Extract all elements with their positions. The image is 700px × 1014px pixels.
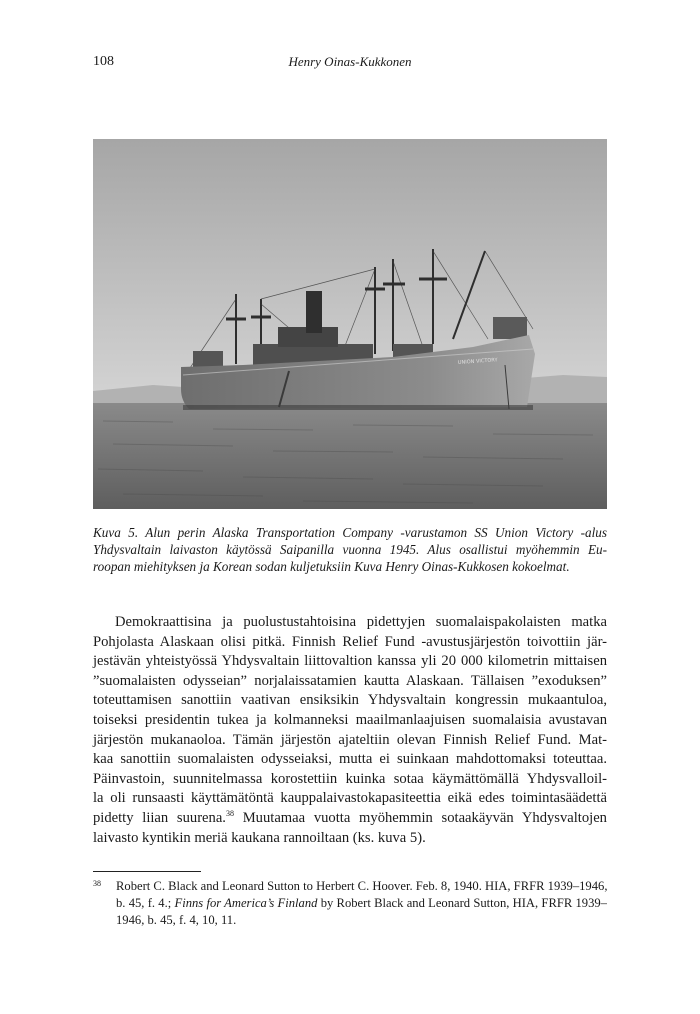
paragraph-line: Demokraattisina ja puolustustahtoisina pidettyjen suomalaispakolaisten matka [115, 614, 607, 630]
paragraph-line: ”suomalaisten odysseian” norjalaissatamien kautta Alaskaan. Tällaisen ”exoduksen” [93, 672, 607, 689]
paragraph-line: kaa sanottiin suomalaisten odysseiaksi, mutta ei suinkaan mahdottomaksi toteuttaa. [93, 751, 607, 768]
paragraph-line: la oli runsaasti käyttämätöntä kauppalaivastokapasiteettia eikä edes toimintasäädettä [93, 790, 607, 807]
footnote-text: by Robert Black and Leonard Sutton, HIA, FRFR 1939– [317, 896, 607, 910]
footnote [93, 878, 607, 929]
paragraph-text: pidetty liian suurena. [93, 809, 226, 826]
paragraph-line: Pohjolasta Alaskaan olisi pitkä. Finnish Relief Fund -avustusjärjestön toivottiin jär- [93, 633, 607, 650]
running-head-author: Henry Oinas-Kukkonen [288, 54, 412, 69]
paragraph-line: toiseksi presidentin tukea ja kolmanneksi maailmanlaajuisen suomalaisia avustavan [93, 711, 607, 728]
footnote-line [116, 895, 607, 912]
page-number: 108 [93, 54, 114, 69]
footnote-line: Robert C. Black and Leonard Sutton to Herbert C. Hoover. Feb. 8, 1940. HIA, FRFR 1939–1946, [116, 879, 608, 893]
paragraph-line: Päinvastoin, suunnitelmassa korostettiin kuinka sotaa käymättömällä Yhdysvalloil- [93, 770, 607, 787]
footnote-reference[interactable]: 38 [225, 808, 234, 818]
paragraph-text: Muutamaa vuotta myöhemmin sotaakäyvän Yhdysvaltojen [242, 809, 607, 826]
footnote-title: Finns for America’s Finland [174, 896, 318, 910]
ship-photograph [93, 139, 607, 509]
footnote-number: 38 [93, 879, 101, 888]
paragraph-line: toteuttamisen sanottiin vaativan ensiksikin Yhdysvaltain kongressin mukaantuloa, [93, 692, 607, 709]
body-paragraph [93, 613, 607, 848]
paragraph-line: järjestön mukanaoloa. Tämän järjestön ajateltiin olevan Finnish Relief Fund. Mat- [93, 731, 607, 748]
ship-photograph-drawing [93, 139, 607, 509]
caption-line: Yhdysvaltain laivaston käytössä Saipanilla vuonna 1945. Alus osallistui myöhemmin Eu- [93, 542, 607, 557]
caption-line: Kuva 5. Alun perin Alaska Transportation Company -varustamon SS Union Victory -alus [93, 525, 607, 540]
footnote-line: 1946, b. 45, f. 4, 10, 11. [116, 913, 237, 927]
paragraph-line: laivasto kyntikin meriä kaukana rannoiltaan (ks. kuva 5). [93, 829, 426, 846]
caption-line: roopan miehityksen ja Korean sodan kuljetuksiin Kuva Henry Oinas-Kukkosen kokoelmat. [93, 559, 570, 574]
footnote-text: b. 45, f. 4.; [116, 896, 175, 910]
paragraph-line: jestävän yhteistyössä Yhdysvaltain liittovaltion kanssa yli 20 000 kilometrin mittaisen [93, 653, 607, 670]
paragraph-line-with-footnote [93, 809, 607, 829]
footnote-divider [93, 871, 201, 872]
hull-nameplate: UNION VICTORY [457, 357, 498, 366]
figure-caption [93, 524, 607, 575]
page-header [93, 54, 607, 74]
